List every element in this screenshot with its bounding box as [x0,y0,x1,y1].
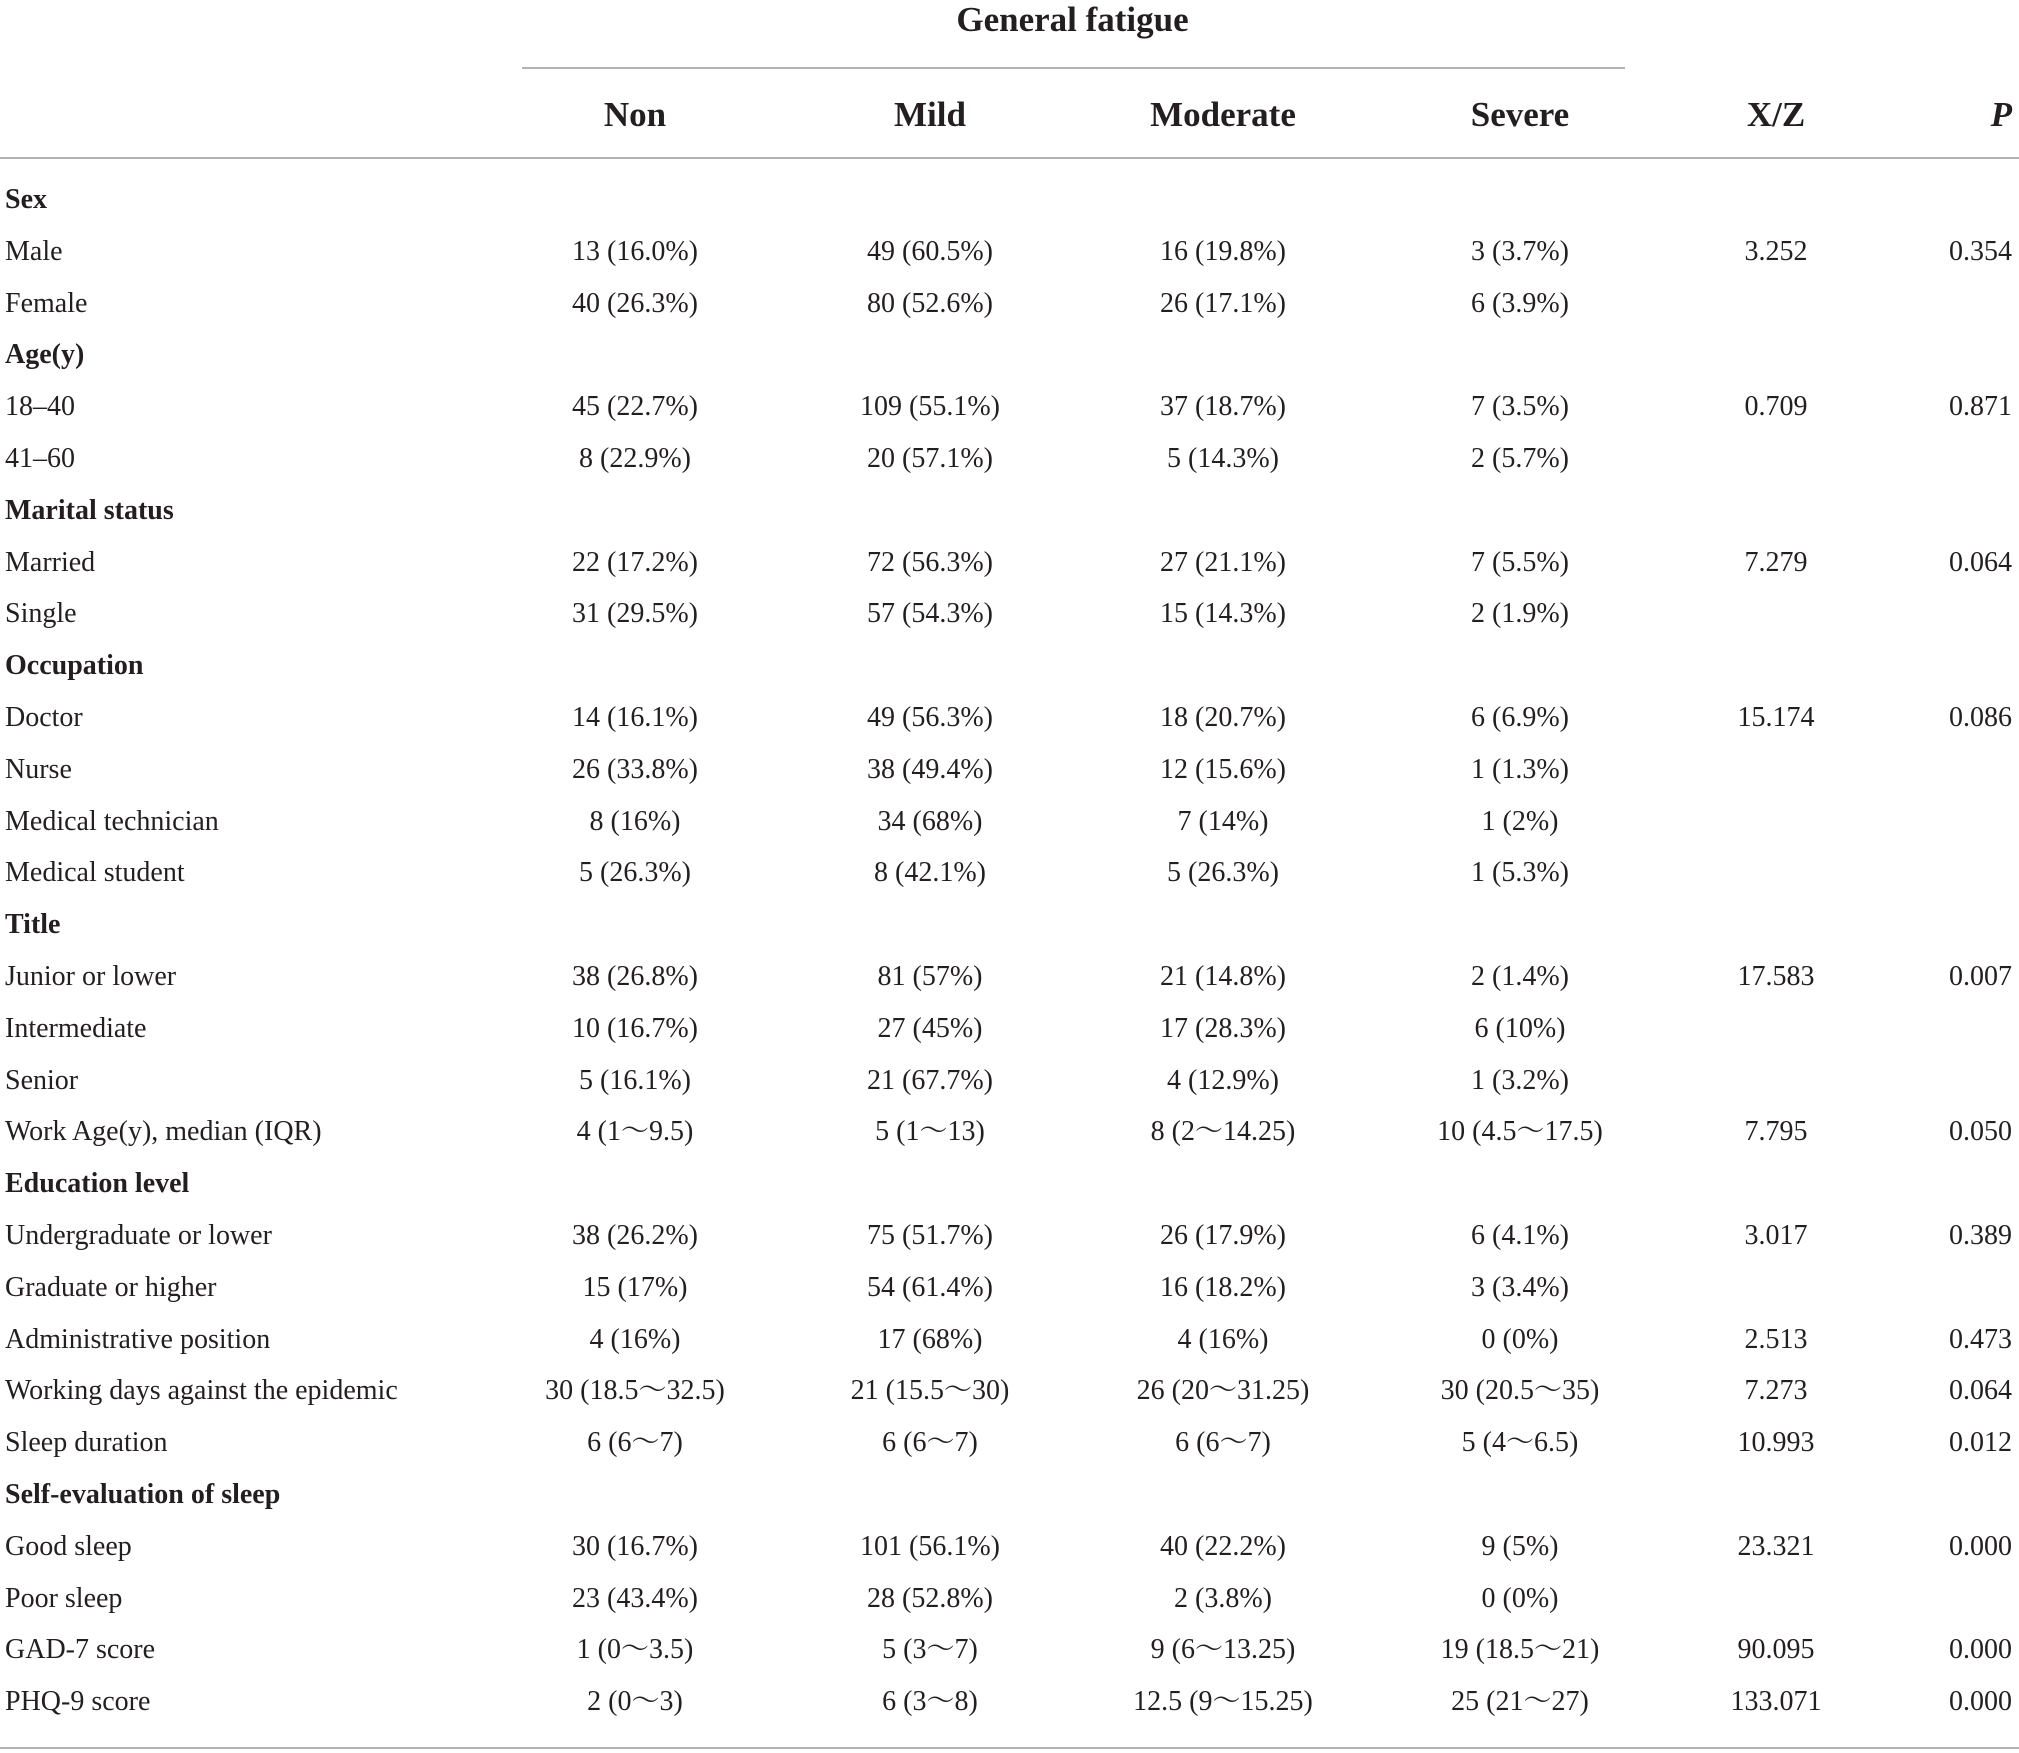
cell-severe: 1 (5.3%) [1471,857,1569,889]
cell-moderate: 2 (3.8%) [1174,1582,1272,1614]
section-label: Occupation [5,650,144,682]
cell-non: 22 (17.2%) [572,546,698,578]
section-row [0,174,2019,226]
row-label: Medical technician [5,805,219,837]
cell-p: 0.000 [1949,1686,2012,1718]
cell-p: 0.871 [1949,391,2012,423]
cell-moderate: 18 (20.7%) [1160,702,1286,733]
cell-p: 0.000 [1949,1530,2012,1562]
cell-moderate: 12 (15.6%) [1160,753,1286,785]
cell-p: 0.064 [1949,1375,2012,1407]
cell-mild: 27 (45%) [877,1012,983,1044]
cell-xz: 7.279 [1744,546,1808,578]
table-row [0,1210,2019,1262]
cell-non: 38 (26.2%) [572,1220,698,1251]
cell-non: 10 (16.7%) [572,1012,698,1044]
table-row [0,1314,2019,1366]
cell-severe: 2 (1.4%) [1471,961,1569,992]
cell-mild: 81 (57%) [877,961,983,992]
cell-xz: 90.095 [1737,1634,1815,1666]
section-label: Education level [5,1168,190,1200]
row-label: Work Age(y), median (IQR) [5,1116,322,1148]
cell-moderate: 16 (19.8%) [1160,235,1286,267]
section-row [0,640,2019,692]
cell-severe: 5 (4～6.5) [1461,1427,1579,1459]
col-header-p: P [1990,95,2012,134]
row-label: Single [5,598,77,630]
table-row [0,1521,2019,1573]
table-row [0,1624,2019,1676]
cell-moderate: 17 (28.3%) [1160,1012,1286,1044]
cell-p: 0.389 [1949,1220,2012,1251]
cell-non: 15 (17%) [582,1271,688,1303]
table-row [0,744,2019,796]
row-label: Sleep duration [5,1427,168,1459]
cell-moderate: 26 (17.1%) [1160,287,1286,319]
cell-non: 5 (16.1%) [579,1064,691,1096]
cell-moderate: 40 (22.2%) [1160,1530,1286,1562]
table-row [0,1003,2019,1055]
table-row [0,433,2019,485]
cell-mild: 75 (51.7%) [867,1220,993,1251]
cell-mild: 17 (68%) [877,1323,983,1355]
group-header-wrap [520,0,1625,40]
cell-severe: 9 (5%) [1481,1530,1559,1562]
cell-non: 45 (22.7%) [572,391,698,423]
cell-severe: 1 (2%) [1481,805,1559,837]
cell-mild: 101 (56.1%) [860,1530,1000,1562]
cell-moderate: 6 (6～7) [1175,1427,1271,1459]
cell-xz: 15.174 [1737,702,1815,733]
cell-mild: 72 (56.3%) [867,546,993,578]
cell-severe: 0 (0%) [1481,1582,1559,1614]
cell-non: 2 (0～3) [587,1686,683,1718]
cell-non: 4 (16%) [589,1323,681,1355]
cell-severe: 2 (5.7%) [1471,443,1569,474]
table-row [0,381,2019,433]
table-row [0,226,2019,278]
col-header-moderate: Moderate [1150,95,1296,134]
cell-moderate: 4 (12.9%) [1167,1064,1279,1096]
cell-moderate: 27 (21.1%) [1160,546,1286,578]
cell-mild: 5 (3～7) [882,1634,978,1666]
row-label: Junior or lower [5,961,177,992]
cell-xz: 133.071 [1730,1686,1822,1718]
cell-non: 30 (18.5～32.5) [545,1375,725,1407]
col-header-mild: Mild [894,95,966,134]
cell-mild: 20 (57.1%) [867,443,993,474]
cell-xz: 10.993 [1737,1427,1815,1459]
table-row [0,1417,2019,1469]
cell-severe: 19 (18.5～21) [1440,1634,1600,1666]
cell-non: 14 (16.1%) [572,702,698,733]
row-label: PHQ-9 score [5,1686,151,1718]
table-row [0,588,2019,640]
cell-moderate: 5 (14.3%) [1167,443,1279,474]
row-label: Medical student [5,857,185,889]
table-row [0,1365,2019,1417]
cell-non: 40 (26.3%) [572,287,698,319]
cell-moderate: 15 (14.3%) [1160,598,1286,630]
group-header-rule [522,67,1625,69]
section-row [0,1158,2019,1210]
cell-moderate: 5 (26.3%) [1167,857,1279,889]
cell-non: 23 (43.4%) [572,1582,698,1614]
table-row [0,951,2019,1003]
cell-severe: 1 (1.3%) [1471,753,1569,785]
col-header-severe: Severe [1470,95,1570,134]
row-label: Married [5,546,96,578]
section-row [0,329,2019,381]
row-label: Good sleep [5,1530,132,1562]
row-label: Senior [5,1064,79,1096]
row-label: GAD-7 score [5,1634,156,1666]
section-label: Title [5,909,61,941]
cell-non: 31 (29.5%) [572,598,698,630]
cell-p: 0.007 [1949,961,2012,992]
row-label: Poor sleep [5,1582,123,1614]
cell-non: 8 (16%) [589,805,681,837]
table-row [0,278,2019,330]
cell-p: 0.473 [1949,1323,2012,1355]
cell-non: 8 (22.9%) [579,443,691,474]
section-label: Marital status [5,494,174,526]
cell-mild: 80 (52.6%) [867,287,993,319]
cell-non: 26 (33.8%) [572,753,698,785]
cell-moderate: 16 (18.2%) [1160,1271,1286,1303]
section-label: Age(y) [5,339,85,371]
cell-moderate: 12.5 (9～15.25) [1133,1686,1313,1718]
cell-non: 6 (6～7) [587,1427,683,1459]
header-bottom-rule [0,157,2019,159]
table-row [0,1262,2019,1314]
cell-mild: 34 (68%) [877,805,983,837]
col-header-non: Non [603,95,667,134]
cell-severe: 10 (4.5～17.5) [1437,1116,1603,1148]
row-label: Working days against the epidemic [5,1375,398,1407]
row-label: 41–60 [5,443,75,474]
cell-xz: 7.273 [1744,1375,1808,1407]
cell-xz: 0.709 [1744,391,1808,423]
cell-p: 0.064 [1949,546,2012,578]
cell-mild: 6 (6～7) [882,1427,978,1459]
cell-mild: 21 (67.7%) [867,1064,993,1096]
cell-severe: 7 (5.5%) [1471,546,1569,578]
row-label: Doctor [5,702,83,733]
table-row [0,847,2019,899]
cell-mild: 54 (61.4%) [867,1271,993,1303]
cell-p: 0.000 [1949,1634,2012,1666]
table-row [0,1676,2019,1728]
cell-mild: 49 (56.3%) [867,702,993,733]
table-bottom-rule [0,1747,2019,1749]
cell-mild: 38 (49.4%) [867,753,993,785]
group-header-general-fatigue: General fatigue [956,0,1189,39]
row-label: Intermediate [5,1012,147,1044]
cell-xz: 23.321 [1737,1530,1815,1562]
cell-xz: 3.252 [1744,235,1808,267]
cell-severe: 7 (3.5%) [1471,391,1569,423]
cell-severe: 6 (4.1%) [1471,1220,1569,1251]
cell-mild: 8 (42.1%) [874,857,986,889]
table-row [0,1055,2019,1107]
cell-xz: 3.017 [1744,1220,1808,1251]
table-row [0,537,2019,589]
table-row [0,1106,2019,1158]
section-label: Self-evaluation of sleep [5,1479,281,1510]
cell-mild: 109 (55.1%) [860,391,1000,423]
row-label: Administrative position [5,1323,271,1355]
cell-moderate: 4 (16%) [1177,1323,1269,1355]
cell-severe: 6 (3.9%) [1471,287,1569,319]
cell-severe: 6 (10%) [1474,1012,1566,1044]
cell-non: 4 (1～9.5) [576,1116,694,1148]
cell-mild: 6 (3～8) [882,1686,978,1718]
cell-severe: 25 (21～27) [1451,1686,1589,1718]
section-label: Sex [5,184,47,215]
cell-non: 13 (16.0%) [572,235,698,267]
cell-mild: 57 (54.3%) [867,598,993,630]
cell-moderate: 26 (17.9%) [1160,1220,1286,1251]
table-row [0,796,2019,848]
cell-xz: 2.513 [1744,1323,1808,1355]
cell-severe: 1 (3.2%) [1471,1064,1569,1096]
row-label: Graduate or higher [5,1271,217,1303]
cell-p: 0.354 [1949,235,2012,267]
cell-severe: 3 (3.4%) [1471,1271,1569,1303]
cell-moderate: 8 (2～14.25) [1150,1116,1296,1148]
cell-non: 38 (26.8%) [572,961,698,992]
cell-severe: 6 (6.9%) [1471,702,1569,733]
cell-xz: 17.583 [1737,961,1815,992]
cell-moderate: 9 (6～13.25) [1150,1634,1296,1666]
cell-moderate: 21 (14.8%) [1160,961,1286,992]
cell-p: 0.012 [1949,1427,2012,1459]
cell-mild: 28 (52.8%) [867,1582,993,1614]
cell-p: 0.050 [1949,1116,2012,1148]
cell-mild: 49 (60.5%) [867,235,993,267]
cell-moderate: 7 (14%) [1177,805,1269,837]
cell-severe: 0 (0%) [1481,1323,1559,1355]
cell-non: 30 (16.7%) [572,1530,698,1562]
cell-p: 0.086 [1949,702,2012,733]
cell-severe: 30 (20.5～35) [1440,1375,1600,1407]
cell-mild: 5 (1～13) [875,1116,985,1148]
cell-non: 5 (26.3%) [579,857,691,889]
cell-mild: 21 (15.5～30) [850,1375,1010,1407]
cell-severe: 2 (1.9%) [1471,598,1569,630]
section-row [0,899,2019,951]
cell-moderate: 37 (18.7%) [1160,391,1286,423]
col-header-xz: X/Z [1746,95,1806,134]
row-label: 18–40 [5,391,75,423]
row-label: Female [5,287,88,319]
table-row [0,1573,2019,1625]
row-label: Nurse [5,753,72,785]
row-label: Male [5,235,63,267]
section-row [0,485,2019,537]
table-row [0,692,2019,744]
cell-severe: 3 (3.7%) [1471,235,1569,267]
row-label: Undergraduate or lower [5,1220,272,1251]
section-row [0,1469,2019,1521]
cell-xz: 7.795 [1744,1116,1808,1148]
cell-non: 1 (0～3.5) [576,1634,694,1666]
cell-moderate: 26 (20～31.25) [1136,1375,1310,1407]
